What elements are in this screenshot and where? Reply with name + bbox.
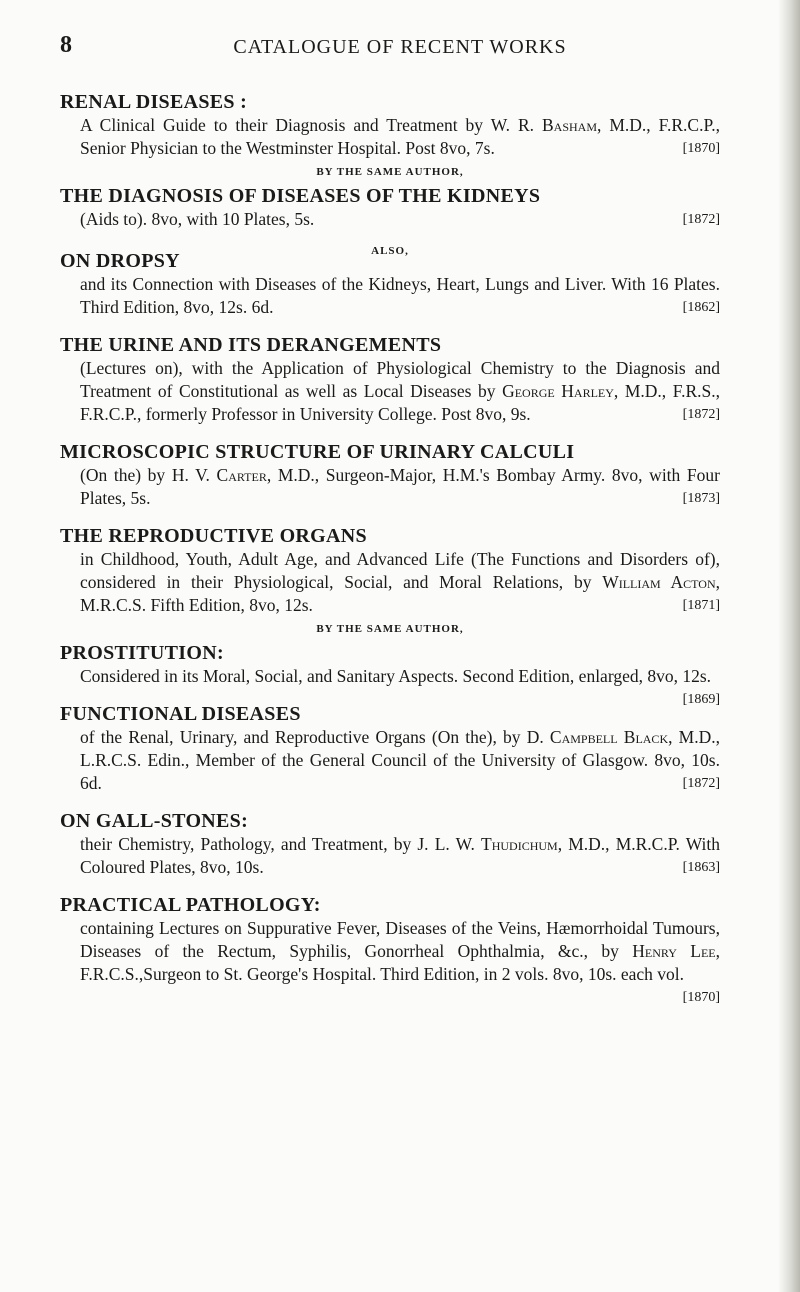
entry-title: ON GALL-STONES: [60,810,249,832]
entry-title: ON DROPSY [60,250,180,272]
entry-title: THE DIAGNOSIS OF DISEASES OF THE KIDNEYS [60,185,541,207]
entry-practical-pathology [60,893,720,1005]
entry-text-part: A Clinical Guide to their Diagnosis and Treatment by W. R. [80,115,542,135]
entry-renal-diseases [60,90,720,160]
entry-author: Campbell Black, [549,727,673,747]
entry-description [60,357,720,426]
entry-title: THE REPRODUCTIVE ORGANS [60,525,367,547]
entry-text-part: (Aids to). 8vo, with 10 Plates, 5s. [80,209,315,229]
same-author-label: BY THE SAME AUTHOR, [316,166,464,178]
entry-text-part: M.D., L.R.C.S. Edin., Member of the General Council of the University of Glasgow. 8vo, 10s. 6d. [80,727,720,793]
entry-year: [1873] [682,491,720,506]
entry-text-part: M.D., F.R.C.P., Senior Physician to the Westminster Hospital. Post 8vo, 7s. [80,115,720,158]
entry-text-part: containing Lectures on Suppurative Fever, Diseases of the Veins, Hæmorrhoidal Tumours, Diseases of the Rectum, Syphilis, Gonorrheal Ophthalmia, &c., by [80,918,720,961]
entry-on-dropsy [60,245,720,319]
running-title: CATALOGUE OF RECENT WORKS [233,36,567,58]
entry-text-part: (On the) by H. V. [80,465,217,485]
entry-text-part: F.R.C.S.,Surgeon to St. George's Hospital. Third Edition, in 2 vols. 8vo, 10s. each vol. [80,964,685,984]
entry-text-part: of the Renal, Urinary, and Reproductive Organs (On the), by D. [80,727,550,747]
entry-author: George Harley, [502,381,619,401]
entry-urine-derangements [60,333,720,426]
entry-text-part: Considered in its Moral, Social, and Sanitary Aspects. Second Edition, enlarged, 8vo, 12s. [80,666,712,686]
entry-text-part: (Lectures on), with the Application of Physiological Chemistry to the Diagnosis and Treatment of Constitutional as well as Local Diseases by [80,358,720,401]
entry-text-part: and its Connection with Diseases of the Kidneys, Heart, Lungs and Liver. With 16 Plates. Third Edition, 8vo, 12s. 6d. [80,274,720,317]
entry-description [60,833,720,879]
entry-text-part: in Childhood, Youth, Adult Age, and Advanced Life (The Functions and Disorders of), considered in their Physiological, Social, and Moral Relations, by [80,549,720,592]
entry-description [60,665,720,707]
entry-year: [1869] [682,692,720,707]
entry-description [60,726,720,795]
entry-description [60,464,720,510]
entry-text-part: M.D., F.R.S., F.R.C.P., formerly Professor in University College. Post 8vo, 9s. [80,381,720,424]
page-number: 8 [60,32,72,58]
entry-text-part: M.D., M.R.C.P. With Coloured Plates, 8vo, 10s. [80,834,720,877]
entry-functional-diseases [60,702,720,795]
entry-author: William Acton, [602,572,720,592]
entry-year: [1871] [682,598,720,613]
entry-year: [1872] [682,407,720,422]
entry-prostitution [60,623,720,707]
entry-description [60,273,720,319]
page-header [60,32,740,62]
catalogue-entries [60,90,720,1009]
entry-text-part: M.R.C.S. Fifth Edition, 8vo, 12s. [80,595,313,615]
entry-description [60,548,720,617]
same-author-label: BY THE SAME AUTHOR, [316,623,464,635]
entry-title: THE URINE AND ITS DERANGEMENTS [60,334,442,356]
entry-description [60,114,720,160]
entry-urinary-calculi [60,440,720,510]
entry-year: [1870] [682,141,720,156]
entry-title: PRACTICAL PATHOLOGY: [60,894,321,916]
entry-year: [1862] [682,300,720,315]
entry-description [60,208,720,231]
entry-text-part: M.D., Surgeon-Major, H.M.'s Bombay Army. 8vo, with Four Plates, 5s. [80,465,720,508]
entry-text-part: their Chemistry, Pathology, and Treatment, by J. L. W. [80,834,482,854]
page-edge-shadow [778,0,800,1292]
entry-year: [1872] [682,212,720,227]
entry-author: Thudichum, [481,834,563,854]
entry-author: Henry Lee, [632,941,720,961]
entry-description [60,917,720,1005]
also-label: ALSO, [371,245,409,257]
entry-diagnosis-kidneys [60,166,720,231]
entry-title: MICROSCOPIC STRUCTURE OF URINARY CALCULI [60,441,575,463]
entry-author: Carter, [216,465,272,485]
entry-title: FUNCTIONAL DISEASES [60,703,301,725]
entry-title: RENAL DISEASES : [60,91,248,113]
entry-title: PROSTITUTION: [60,642,224,664]
entry-year: [1872] [682,776,720,791]
entry-reproductive-organs [60,524,720,617]
entry-author: Basham, [541,115,602,135]
entry-year: [1870] [682,990,720,1005]
entry-gall-stones [60,809,720,879]
entry-year: [1863] [682,860,720,875]
